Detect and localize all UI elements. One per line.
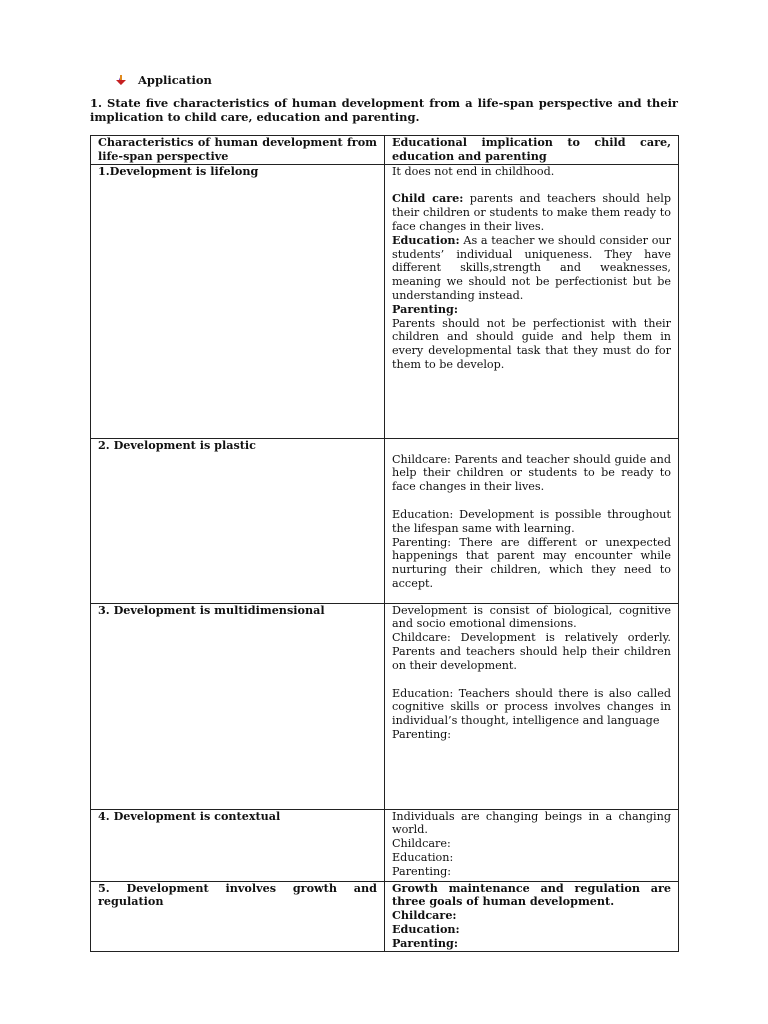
childcare-paragraph: Childcare: Parents and teacher should guide and help their children or students to be ready to face changes in their lives. <box>392 452 671 494</box>
characteristic-cell: 5. Development involves growth and regulation <box>91 881 385 951</box>
implication-cell <box>385 809 679 881</box>
characteristics-table <box>90 135 679 952</box>
implication-cell <box>385 164 679 438</box>
table-row <box>91 164 679 438</box>
parenting-paragraph: Parenting: <box>392 864 452 878</box>
implication-intro: It does not end in childhood. <box>392 164 555 178</box>
implication-intro: Growth maintenance and regulation are three goals of human development. <box>392 880 671 909</box>
education-text: As a teacher we should consider our students’ individual uniqueness. They have different skills,strength and weaknesses, meaning we should not be perfectionist but be understanding instead. <box>392 233 671 302</box>
childcare-paragraph: Childcare: <box>392 908 457 923</box>
parenting-label: Parenting: <box>392 301 459 316</box>
education-label: Education: <box>392 232 460 247</box>
parenting-paragraph: Parenting: <box>392 727 452 741</box>
table-row <box>91 603 679 809</box>
parenting-paragraph: Parenting: There are different or unexpected happenings that parent may encounter while nurturing their children, which they need to accept. <box>392 535 671 590</box>
question-text: 1. State five characteristics of human development from a life-span perspective and their implication to child care, education and parenting. <box>90 96 678 124</box>
education-paragraph: Education: <box>392 850 454 864</box>
education-paragraph <box>392 234 671 303</box>
section-heading: Application <box>138 73 212 87</box>
implication-intro: Individuals are changing beings in a changing world. <box>392 809 671 837</box>
implication-cell <box>385 881 679 951</box>
table-row <box>91 438 679 603</box>
arrow-bullet-icon <box>114 74 128 86</box>
col2-header: Educational implication to child care, education and parenting <box>385 136 679 165</box>
implication-intro: Development is consist of biological, cognitive and socio emotional dimensions. <box>392 603 671 631</box>
table-row <box>91 881 679 951</box>
characteristic-cell: 4. Development is contextual <box>91 809 385 881</box>
characteristic-cell: 3. Development is multidimensional <box>91 603 385 809</box>
childcare-label: Child care: <box>392 191 464 206</box>
table-row <box>91 809 679 881</box>
childcare-paragraph <box>392 192 671 233</box>
parenting-paragraph: Parenting: <box>392 935 459 950</box>
education-paragraph: Education: <box>392 921 460 936</box>
education-paragraph: Education: Development is possible throughout the lifespan same with learning. <box>392 507 671 535</box>
parenting-text: Parents should not be perfectionist with their children and should guide and help them in every developmental task that they must do for them to be develop. <box>392 316 671 371</box>
childcare-text: parents and teachers should help their children or students to make them ready to face changes in their lives. <box>392 192 671 233</box>
characteristic-cell: 1.Development is lifelong <box>91 164 385 438</box>
characteristic-cell: 2. Development is plastic <box>91 438 385 603</box>
education-paragraph: Education: Teachers should there is also called cognitive skills or process involves changes in individual’s thought, intelligence and language <box>392 686 671 728</box>
table-header-row <box>91 136 679 165</box>
col1-header: Characteristics of human development from life-span perspective <box>91 136 385 165</box>
implication-cell <box>385 603 679 809</box>
childcare-paragraph: Childcare: Development is relatively orderly. Parents and teachers should help their children on their development. <box>392 631 671 672</box>
childcare-paragraph: Childcare: <box>392 837 451 851</box>
heading-row <box>114 73 212 87</box>
implication-cell <box>385 438 679 603</box>
